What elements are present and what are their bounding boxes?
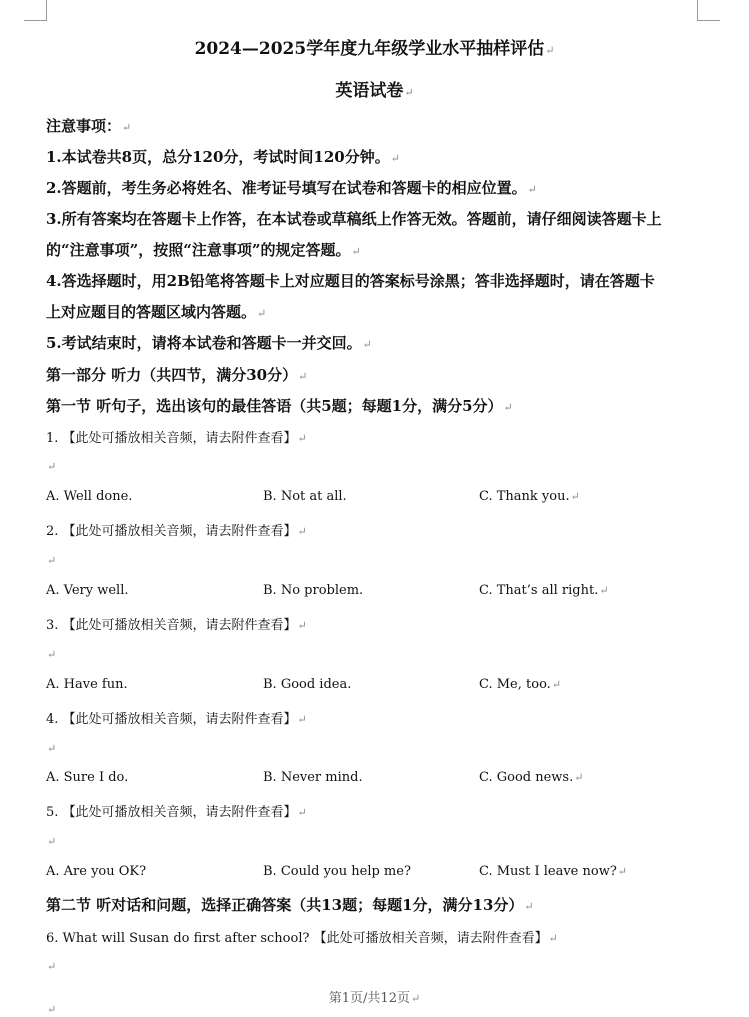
- question-1-stem: 1. 【此处可播放相关音频，请去附件查看】↵: [46, 431, 307, 446]
- crop-mark-top-left: [24, 0, 47, 21]
- question-4-stem: 4. 【此处可播放相关音频，请去附件查看】↵: [46, 712, 307, 727]
- crop-mark-top-right: [697, 0, 720, 21]
- blank-line: ↵: [47, 554, 57, 567]
- blank-line: ↵: [47, 648, 57, 661]
- notice-1: 1.本试卷共8页，总分120分，考试时间120分钟。↵: [46, 148, 400, 166]
- question-1-option-b: B. Not at all.: [263, 489, 347, 504]
- page-footer: 第1页/共12页↵: [328, 991, 421, 1006]
- blank-line: ↵: [47, 742, 57, 755]
- notice-4-line1: 4.答选择题时，用2B铅笔将答题卡上对应题目的答案标号涂黑；答非选择题时，请在答题卡: [46, 272, 655, 290]
- question-5-stem: 5. 【此处可播放相关音频，请去附件查看】↵: [46, 805, 307, 820]
- question-5-option-a: A. Are you OK?: [46, 864, 147, 879]
- question-2-option-a: A. Very well.: [46, 583, 129, 598]
- part1-heading: 第一部分 听力（共四节，满分30分）↵: [46, 366, 308, 384]
- question-3-stem: 3. 【此处可播放相关音频，请去附件查看】↵: [46, 618, 307, 633]
- notice-header: 注意事项：↵: [46, 117, 132, 135]
- blank-line: ↵: [47, 835, 57, 848]
- notice-4-line2: 上对应题目的答题区域内答题。↵: [46, 303, 267, 321]
- question-5-option-b: B. Could you help me?: [263, 864, 411, 879]
- question-2-option-c: C. That’s all right.↵: [479, 583, 609, 598]
- notice-3-line1: 3.所有答案均在答题卡上作答，在本试卷或草稿纸上作答无效。答题前，请仔细阅读答题卡上: [46, 210, 662, 228]
- section1-heading: 第一节 听句子，选出该句的最佳答语（共5题；每题1分，满分5分）↵: [46, 397, 513, 415]
- notice-3-line2: 的“注意事项”，按照“注意事项”的规定答题。↵: [46, 241, 361, 259]
- exam-subtitle: 英语试卷↵: [335, 81, 414, 101]
- question-5-option-c: C. Must I leave now?↵: [479, 864, 628, 879]
- question-3-option-b: B. Good idea.: [263, 677, 352, 692]
- question-1-option-c: C. Thank you.↵: [479, 489, 580, 504]
- section2-heading: 第二节 听对话和问题，选择正确答案（共13题；每题1分，满分13分）↵: [46, 896, 534, 914]
- question-6-stem: 6. What will Susan do first after school? 【此处可播放相关音频，请去附件查看】↵: [46, 931, 558, 946]
- question-2-stem: 2. 【此处可播放相关音频，请去附件查看】↵: [46, 524, 307, 539]
- blank-line: ↵: [47, 460, 57, 473]
- notice-2: 2.答题前，考生务必将姓名、准考证号填写在试卷和答题卡的相应位置。↵: [46, 179, 537, 197]
- question-3-option-c: C. Me, too.↵: [479, 677, 562, 692]
- notice-5: 5.考试结束时，请将本试卷和答题卡一并交回。↵: [46, 334, 372, 352]
- blank-line: ↵: [47, 960, 57, 973]
- question-3-option-a: A. Have fun.: [46, 677, 128, 692]
- question-4-option-b: B. Never mind.: [263, 770, 363, 785]
- exam-title: 2024—2025学年度九年级学业水平抽样评估↵: [194, 39, 555, 59]
- question-4-option-c: C. Good news.↵: [479, 770, 584, 785]
- blank-line: ↵: [47, 1003, 57, 1016]
- question-2-option-b: B. No problem.: [263, 583, 364, 598]
- question-4-option-a: A. Sure I do.: [46, 770, 129, 785]
- question-1-option-a: A. Well done.: [46, 489, 133, 504]
